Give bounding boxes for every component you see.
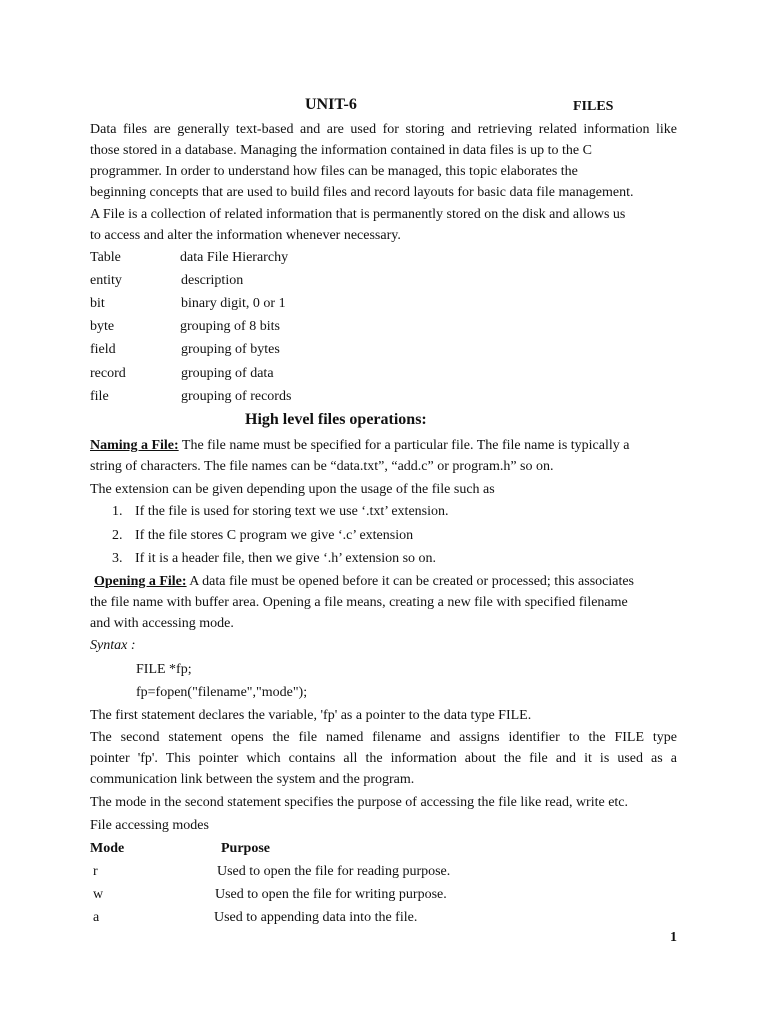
opening-paragraph-line-1 <box>94 573 634 590</box>
list-number: 3. <box>112 551 123 566</box>
hierarchy-term: entity <box>90 273 122 288</box>
topic-title: FILES <box>573 99 614 114</box>
purpose-cell: Used to open the file for writing purpose. <box>215 887 447 902</box>
purpose-cell: Used to open the file for reading purpose. <box>217 864 451 879</box>
naming-heading: Naming a File: <box>90 438 179 453</box>
list-item: If it is a header file, then we give ‘.h’ extension so on. <box>135 551 437 566</box>
hierarchy-term: field <box>90 342 116 357</box>
hierarchy-term: byte <box>90 319 115 334</box>
mode-cell: r <box>93 864 98 879</box>
hierarchy-term: bit <box>90 296 105 311</box>
hierarchy-desc: description <box>181 273 244 288</box>
naming-line-2: string of characters. The file names can be “data.txt”, “add.c” or program.h” so on. <box>90 459 554 474</box>
code-line-1: FILE *fp; <box>136 662 192 677</box>
opening-text: A data file must be opened before it can be created or processed; this associates <box>186 574 635 589</box>
section-title: High level files operations: <box>245 411 427 428</box>
code-line-2: fp=fopen("filename","mode"); <box>136 685 308 700</box>
statement-2-line-2: pointer 'fp'. This pointer which contains all the information about the file and it is used as a <box>90 751 677 766</box>
intro-line-1: Data files are generally text-based and are used for storing and retrieving related information like <box>90 122 677 137</box>
opening-heading: Opening a File: <box>94 574 187 589</box>
opening-line-2: the file name with buffer area. Opening a file means, creating a new file with specified filename <box>90 595 628 610</box>
naming-paragraph-line-1 <box>90 437 629 454</box>
intro-line-6: to access and alter the information whenever necessary. <box>90 228 401 243</box>
hierarchy-term: Table <box>90 250 121 265</box>
hierarchy-desc: binary digit, 0 or 1 <box>181 296 286 311</box>
unit-title: UNIT-6 <box>305 96 357 113</box>
naming-line-3: The extension can be given depending upon the usage of the file such as <box>90 482 495 497</box>
list-number: 2. <box>112 528 123 543</box>
mode-cell: w <box>93 887 104 902</box>
opening-line-3: and with accessing mode. <box>90 616 234 631</box>
intro-line-4: beginning concepts that are used to build files and record layouts for basic data file management. <box>90 185 634 200</box>
page-number: 1 <box>670 930 677 945</box>
intro-line-2: those stored in a database. Managing the information contained in data files is up to the C <box>90 143 592 158</box>
list-item: If the file is used for storing text we use ‘.txt’ extension. <box>135 504 449 519</box>
syntax-label: Syntax : <box>90 638 136 653</box>
hierarchy-desc: grouping of records <box>181 389 292 404</box>
hierarchy-desc: data File Hierarchy <box>180 250 289 265</box>
intro-line-3: programmer. In order to understand how files can be managed, this topic elaborates the <box>90 164 578 179</box>
modes-title: File accessing modes <box>90 818 209 833</box>
statement-3: The mode in the second statement specifies the purpose of accessing the file like read, write etc. <box>90 795 629 810</box>
statement-2-line-3: communication link between the system and the program. <box>90 772 415 787</box>
list-number: 1. <box>112 504 123 519</box>
hierarchy-term: record <box>90 366 126 381</box>
purpose-cell: Used to appending data into the file. <box>214 910 418 925</box>
mode-cell: a <box>93 910 100 925</box>
hierarchy-desc: grouping of bytes <box>181 342 280 357</box>
statement-2-line-1: The second statement opens the file named filename and assigns identifier to the FILE type <box>90 730 677 745</box>
hierarchy-term: file <box>90 389 109 404</box>
list-item: If the file stores C program we give ‘.c’ extension <box>135 528 414 543</box>
modes-header-mode: Mode <box>90 841 125 856</box>
naming-text: The file name must be specified for a particular file. The file name is typically a <box>178 438 630 453</box>
hierarchy-desc: grouping of data <box>181 366 274 381</box>
intro-line-5: A File is a collection of related information that is permanently stored on the disk and allows us <box>90 207 626 222</box>
statement-1: The first statement declares the variable, 'fp' as a pointer to the data type FILE. <box>90 708 532 723</box>
hierarchy-desc: grouping of 8 bits <box>180 319 280 334</box>
modes-header-purpose: Purpose <box>221 841 270 856</box>
